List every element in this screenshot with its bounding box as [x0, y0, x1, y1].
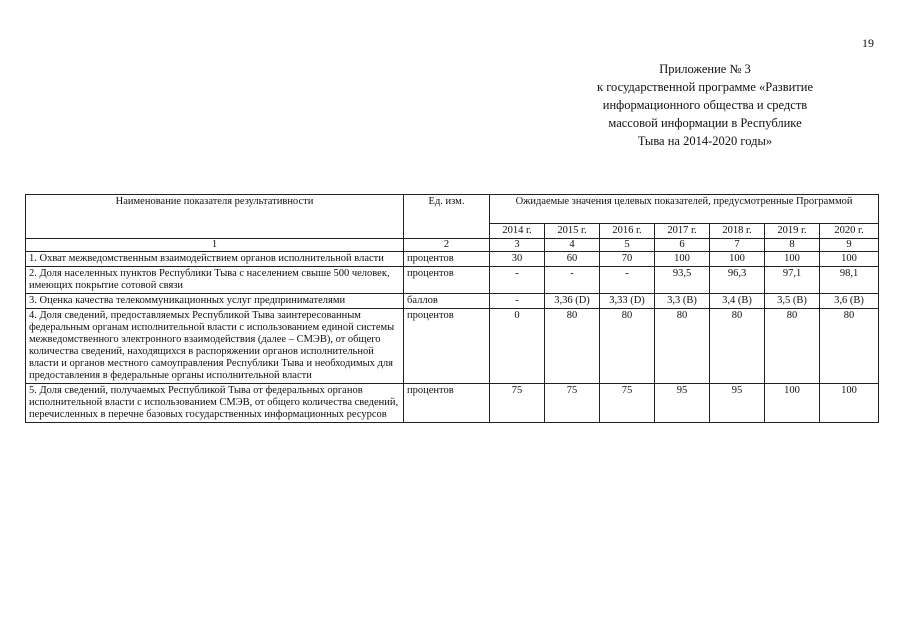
value-2014: -	[490, 267, 545, 294]
indicator-unit: процентов	[404, 252, 490, 267]
value-2019: 80	[765, 309, 820, 384]
column-number-row	[26, 239, 879, 252]
table-row	[26, 267, 879, 294]
value-2018: 100	[710, 252, 765, 267]
indicator-unit: баллов	[404, 294, 490, 309]
value-2019: 97,1	[765, 267, 820, 294]
header-year: 2015 г.	[545, 224, 600, 239]
indicator-unit: процентов	[404, 267, 490, 294]
column-number: 3	[490, 239, 545, 252]
column-number: 6	[655, 239, 710, 252]
table-row	[26, 294, 879, 309]
appendix-heading	[560, 60, 850, 150]
value-2018: 80	[710, 309, 765, 384]
header-year: 2020 г.	[820, 224, 879, 239]
value-2017: 100	[655, 252, 710, 267]
value-2018: 3,4 (B)	[710, 294, 765, 309]
value-2017: 3,3 (B)	[655, 294, 710, 309]
value-2020: 100	[820, 384, 879, 423]
appendix-line: к государственной программе «Развитие	[597, 80, 813, 94]
column-number: 2	[404, 239, 490, 252]
value-2017: 93,5	[655, 267, 710, 294]
column-number: 7	[710, 239, 765, 252]
column-number: 4	[545, 239, 600, 252]
value-2020: 100	[820, 252, 879, 267]
table-row	[26, 252, 879, 267]
header-unit: Ед. изм.	[404, 195, 490, 239]
indicator-name: 2. Доля населенных пунктов Республики Тыва с населением свыше 500 человек, имеющих покрытие сотовой связи	[26, 267, 404, 294]
indicator-name: 1. Охват межведомственным взаимодействием органов исполнительной власти	[26, 252, 404, 267]
value-2016: -	[600, 267, 655, 294]
value-2018: 95	[710, 384, 765, 423]
value-2020: 3,6 (B)	[820, 294, 879, 309]
header-year: 2014 г.	[490, 224, 545, 239]
column-number: 5	[600, 239, 655, 252]
value-2018: 96,3	[710, 267, 765, 294]
appendix-line: информационного общества и средств	[602, 98, 808, 112]
header-expected-values: Ожидаемые значения целевых показателей, предусмотренные Программой	[490, 195, 879, 224]
indicators-table	[25, 194, 879, 423]
table-header-row	[26, 195, 879, 224]
value-2016: 70	[600, 252, 655, 267]
value-2019: 100	[765, 384, 820, 423]
value-2017: 95	[655, 384, 710, 423]
value-2014: 30	[490, 252, 545, 267]
value-2014: -	[490, 294, 545, 309]
header-name: Наименование показателя результативности	[26, 195, 404, 239]
value-2015: 3,36 (D)	[545, 294, 600, 309]
appendix-line: массовой информации в Республике	[608, 116, 802, 130]
value-2017: 80	[655, 309, 710, 384]
appendix-line: Приложение № 3	[659, 62, 751, 76]
page-number: 19	[862, 36, 874, 50]
value-2015: -	[545, 267, 600, 294]
column-number: 1	[26, 239, 404, 252]
value-2015: 60	[545, 252, 600, 267]
header-year: 2017 г.	[655, 224, 710, 239]
indicator-name: 5. Доля сведений, получаемых Республикой Тыва от федеральных органов исполнительной власти с использованием СМЭВ, от общего количества сведений, перечисленных в перечне базовых государственных информационных ресурсов	[26, 384, 404, 423]
value-2014: 0	[490, 309, 545, 384]
value-2014: 75	[490, 384, 545, 423]
indicator-unit: процентов	[404, 309, 490, 384]
header-year: 2018 г.	[710, 224, 765, 239]
value-2016: 75	[600, 384, 655, 423]
value-2015: 80	[545, 309, 600, 384]
value-2016: 80	[600, 309, 655, 384]
value-2016: 3,33 (D)	[600, 294, 655, 309]
header-year: 2019 г.	[765, 224, 820, 239]
value-2020: 98,1	[820, 267, 879, 294]
value-2020: 80	[820, 309, 879, 384]
value-2019: 100	[765, 252, 820, 267]
indicator-name: 3. Оценка качества телекоммуникационных услуг предпринимателями	[26, 294, 404, 309]
column-number: 9	[820, 239, 879, 252]
table-row	[26, 384, 879, 423]
indicator-name: 4. Доля сведений, предоставляемых Республикой Тыва заинтересованным федеральным органам исполнительной власти с использованием единой системы межведомственного электронного взаимодействия (далее – СМЭВ), от общего количества сведений, находящихся в распоряжении органов исполнительной власти и органов местного самоуправления Республики Тыва и необходимых для предоставления в федеральные органы исполнительной власти	[26, 309, 404, 384]
indicator-unit: процентов	[404, 384, 490, 423]
header-year: 2016 г.	[600, 224, 655, 239]
value-2019: 3,5 (B)	[765, 294, 820, 309]
appendix-line: Тыва на 2014-2020 годы»	[637, 134, 773, 148]
table-row	[26, 309, 879, 384]
column-number: 8	[765, 239, 820, 252]
value-2015: 75	[545, 384, 600, 423]
